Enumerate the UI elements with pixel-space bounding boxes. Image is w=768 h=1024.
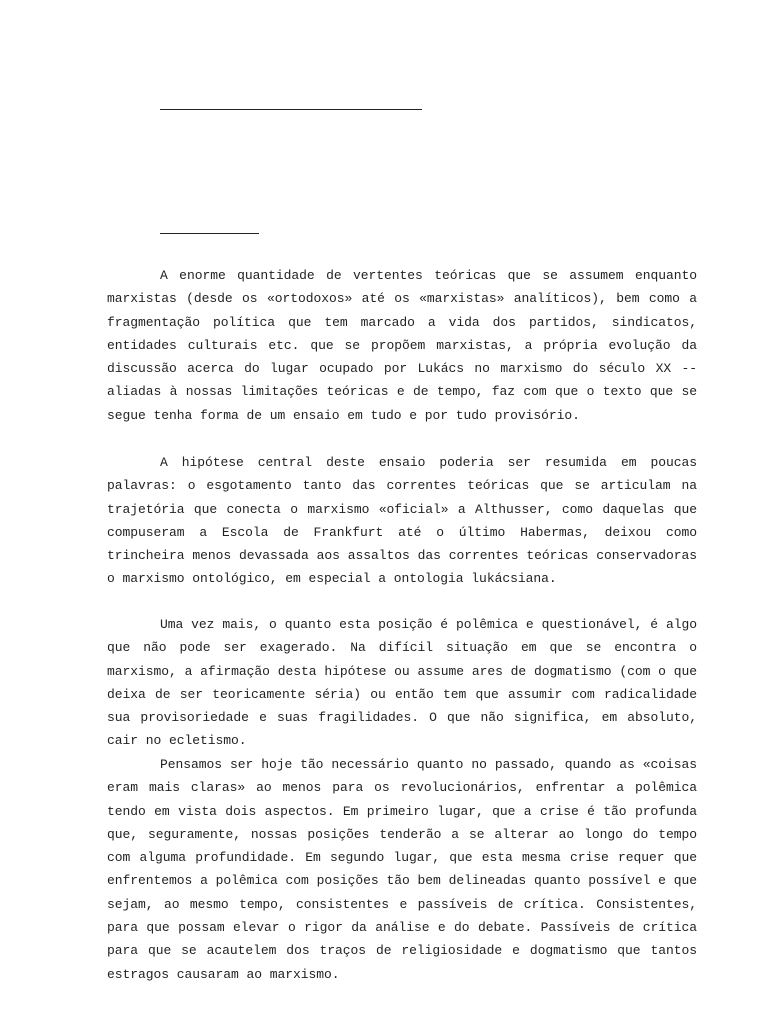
paragraph-1: A enorme quantidade de vertentes teóricas que se assumem enquanto marxistas (desde os «ortodoxos» até os «marxistas» analíticos), bem como a fragmentação política que tem marcado a vida dos partidos, sindicatos, entidades culturais etc. que se propõem marxistas, a própria evolução da discussão acerca do lugar ocupado por Lukács no marxismo do século XX -- aliadas à nossas limitações teóricas e de tempo, faz com que o texto que se segue tenha forma de um ensaio em tudo e por tudo provisório. — [107, 268, 697, 423]
footnote-separator — [160, 233, 259, 234]
paragraph-3: Uma vez mais, o quanto esta posição é polêmica e questionável, é algo que não pode ser exagerado. Na difícil situação em que se encontra o marxismo, a afirmação desta hipótese ou assume ares de dogmatismo (com o que deixa de ser teoricamente séria) ou então tem que assumir com radicalidade sua provisoriedade e suas fragilidades. O que não significa, em absoluto, cair no ecletismo. — [107, 617, 697, 749]
title-underline — [160, 109, 422, 110]
paragraph-4: Pensamos ser hoje tão necessário quanto no passado, quando as «coisas eram mais claras» ao menos para os revolucionários, enfrentar a polêmica tendo em vista dois aspectos. Em primeiro lugar, que a crise é tão profunda que, seguramente, nossas posições tenderão a se alterar ao longo do tempo com alguma profundidade. Em segundo lugar, que esta mesma crise requer que enfrentemos a polêmica com posições tão bem delineadas quanto possível e que sejam, ao mesmo tempo, consistentes e passíveis de crítica. Consistentes, para que possam elevar o rigor da análise e do debate. Passíveis de crítica para que se acautelem dos traços de religiosidade e dogmatismo que tantos estragos causaram ao marxismo. — [107, 757, 697, 982]
paragraph-2: A hipótese central deste ensaio poderia ser resumida em poucas palavras: o esgotamento tanto das correntes teóricas que se articulam na trajetória que conecta o marxismo «oficial» a Althusser, como daquelas que compuseram a Escola de Frankfurt até o último Habermas, deixou como trincheira menos devassada aos assaltos das correntes teóricas conservadoras o marxismo ontológico, em especial a ontologia lukácsiana. — [107, 455, 697, 587]
